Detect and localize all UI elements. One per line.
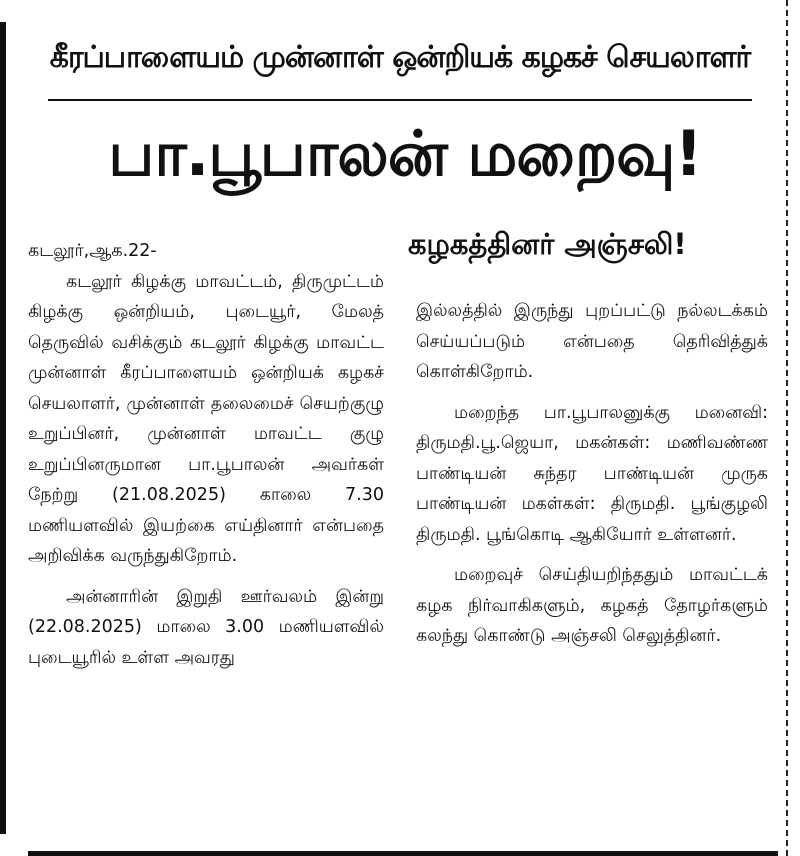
subheadline: கழகத்தினர் அஞ்சலி! — [408, 227, 687, 261]
article-paragraph: மறைவுச் செய்தியறிந்ததும் மாவட்டக் கழக நிர்வாகிகளும், கழகத் தோழர்களும் கலந்து கொண்டு அஞ்சலி செலுத்தினர். — [416, 565, 768, 646]
article-paragraph: இல்லத்தில் இருந்து புறப்பட்டு நல்லடக்கம் செய்யப்படும் என்பதை தெரிவித்துக் கொள்கிறோம். — [416, 301, 768, 382]
article-column-right — [416, 296, 768, 652]
article-paragraph: அன்னாரின் இறுதி ஊர்வலம் இன்று (22.08.2025) மாலை 3.00 மணியளவில் புடையூரில் உள்ள அவரது — [28, 586, 384, 668]
clipping-dashed-edge — [786, 0, 788, 856]
kicker-divider — [48, 99, 752, 101]
article-paragraph: மறைந்த பா.பூபாலனுக்கு மனைவி: திருமதி.பூ.ஜெயா, மகன்கள்: மணிவண்ண பாண்டியன் சுந்தர பாண்டியன் முருக பாண்டியன் மகள்கள்: திருமதி. பூங்குழலி திருமதி. பூங்கொடி ஆகியோர் உள்ளனர். — [416, 402, 768, 545]
kicker-headline: கீரப்பாளையம் முன்னாள் ஒன்றியக் கழகச் செயலாளர் — [49, 40, 751, 75]
bottom-border-rule — [28, 851, 778, 856]
left-border-rule — [0, 22, 6, 834]
dateline: கடலூர்,ஆக.22- — [28, 241, 157, 261]
main-headline: பா.பூபாலன் மறைவு! — [108, 117, 702, 190]
article-column-left — [28, 236, 384, 673]
article-paragraph: கடலூர் கிழக்கு மாவட்டம், திருமுட்டம் கிழக்கு ஒன்றியம், புடையூர், மேலத் தெருவில் வசிக்கும் கடலூர் கிழக்கு மாவட்ட முன்னாள் கீரப்பாளையம் ஒன்றியக் கழகச் செயலாளர், முன்னாள் தலைமைச் செயற்குழு உறுப்பினர், முன்னாள் மாவட்ட குழு உறுப்பினருமான பா.பூபாலன் அவர்கள் நேற்று (21.08.2025) காலை 7.30 மணியளவில் இயற்கை எய்தினார் என்பதை அறிவிக்க வருந்துகிறோம். — [28, 271, 384, 566]
